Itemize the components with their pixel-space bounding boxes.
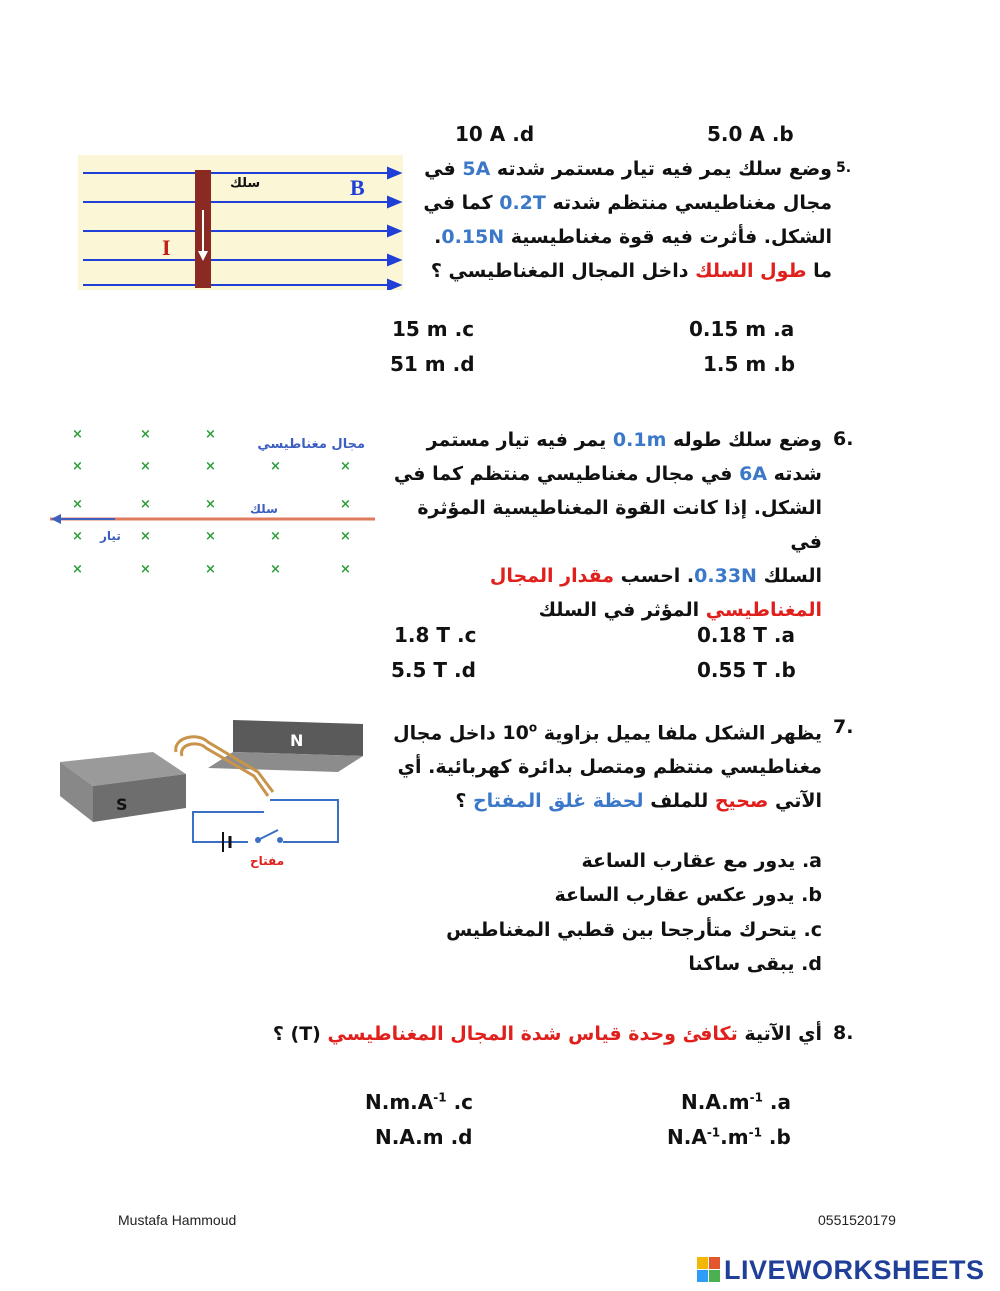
svg-text:×: × [205,529,216,544]
q8-number: 8. [833,1022,854,1044]
q6-field-label: مجال مغناطيسي [257,437,365,452]
footer-author: Mustafa Hammoud [118,1212,237,1228]
q6-option-a: 0.18 T .a [697,623,796,647]
q6-figure [45,420,380,585]
svg-text:×: × [140,562,151,577]
svg-text:×: × [72,427,83,442]
q7-option-a: a. يدور مع عقارب الساعة [581,850,822,872]
q6-option-c: 1.8 T .c [394,623,477,647]
svg-text:×: × [340,459,351,474]
q6-text: وضع سلك طوله 0.1m يمر فيه تيار مستمر شدته 6A في مجال مغناطيسي منتظم كما في الشكل. إذا كانت القوة المغناطيسية المؤثرة في السلك 0.33N. احسب مقدار المجال المغناطيسي المؤثر في السلك [393,429,822,621]
svg-text:×: × [270,562,281,577]
q7-option-b: b. يدور عكس عقارب الساعة [554,884,822,906]
q6-option-d: 5.5 T .d [391,658,476,682]
q7-figure [58,712,370,870]
q7-north-label: N [290,731,304,750]
svg-text:×: × [270,459,281,474]
svg-text:×: × [140,497,151,512]
footer-phone: 0551520179 [818,1212,896,1228]
q6-current-label: تيار [100,529,121,543]
q6-option-b: 0.55 T .b [697,658,796,682]
q5-current-label: I [162,235,171,260]
svg-text:×: × [72,529,83,544]
q5-text: وضع سلك يمر فيه تيار مستمر شدته 5A في مجال مغناطيسي منتظم شدته 0.2T كما في الشكل. فأثرت فيه قوة مغناطيسية 0.15N. ما طول السلك داخل المجال المغناطيسي ؟ [423,158,832,282]
q8-option-c: $N.m.A^{-1}$ .c [365,1090,474,1114]
svg-text:×: × [140,529,151,544]
liveworksheets-logo-text: LIVEWORKSHEETS [724,1254,985,1285]
svg-text:×: × [72,497,83,512]
q6-number: 6. [833,428,854,450]
q5-option-c: 15 m .c [392,317,475,341]
q4-option-b: 5.0 A .b [707,122,794,146]
q8-text: أي الآتية تكافئ وحدة قياس شدة المجال المغناطيسي (T) ؟ [272,1023,822,1045]
q4-option-d: 10 A .d [455,122,535,146]
q5-wire-label: سلك [230,176,261,191]
svg-text:×: × [205,427,216,442]
q5-option-d: 51 m .d [390,352,475,376]
q5-option-a: 0.15 m .a [689,317,795,341]
q7-south-label: S [116,795,128,814]
q8-option-b: $N.A^{-1}.m^{-1}$ .b [667,1125,791,1149]
q8-option-d: N.A.m .d [375,1125,473,1149]
svg-text:×: × [205,459,216,474]
svg-text:×: × [340,529,351,544]
svg-text:×: × [72,562,83,577]
q7-text: يظهر الشكل ملفا يميل بزاوية 10$^o$ داخل مجال مغناطيسي منتظم ومتصل بدائرة كهربائية. أي الآتي صحيح للملف لحظة غلق المفتاح ؟ [393,721,822,813]
q8-option-a: $N.A.m^{-1}$ .a [681,1090,792,1114]
svg-text:×: × [72,459,83,474]
q5-option-b: 1.5 m .b [703,352,796,376]
q7-switch-label: مفتاح [250,854,285,868]
svg-text:×: × [340,497,351,512]
svg-text:×: × [205,497,216,512]
q5-number: 5. [836,160,852,176]
q7-option-d: d. يبقى ساكنا [688,953,822,975]
svg-text:×: × [140,459,151,474]
q5-figure [78,155,403,290]
q6-wire-label: سلك [250,502,278,516]
svg-text:×: × [140,427,151,442]
liveworksheets-logo-icon [697,1257,721,1283]
svg-text:×: × [340,562,351,577]
svg-text:×: × [205,562,216,577]
svg-text:×: × [270,529,281,544]
q5-field-label: B [350,175,365,200]
q7-number: 7. [833,716,854,738]
q7-option-c: c. يتحرك متأرجحا بين قطبي المغناطيس [446,919,822,941]
liveworksheets-logo[interactable] [697,1255,985,1285]
